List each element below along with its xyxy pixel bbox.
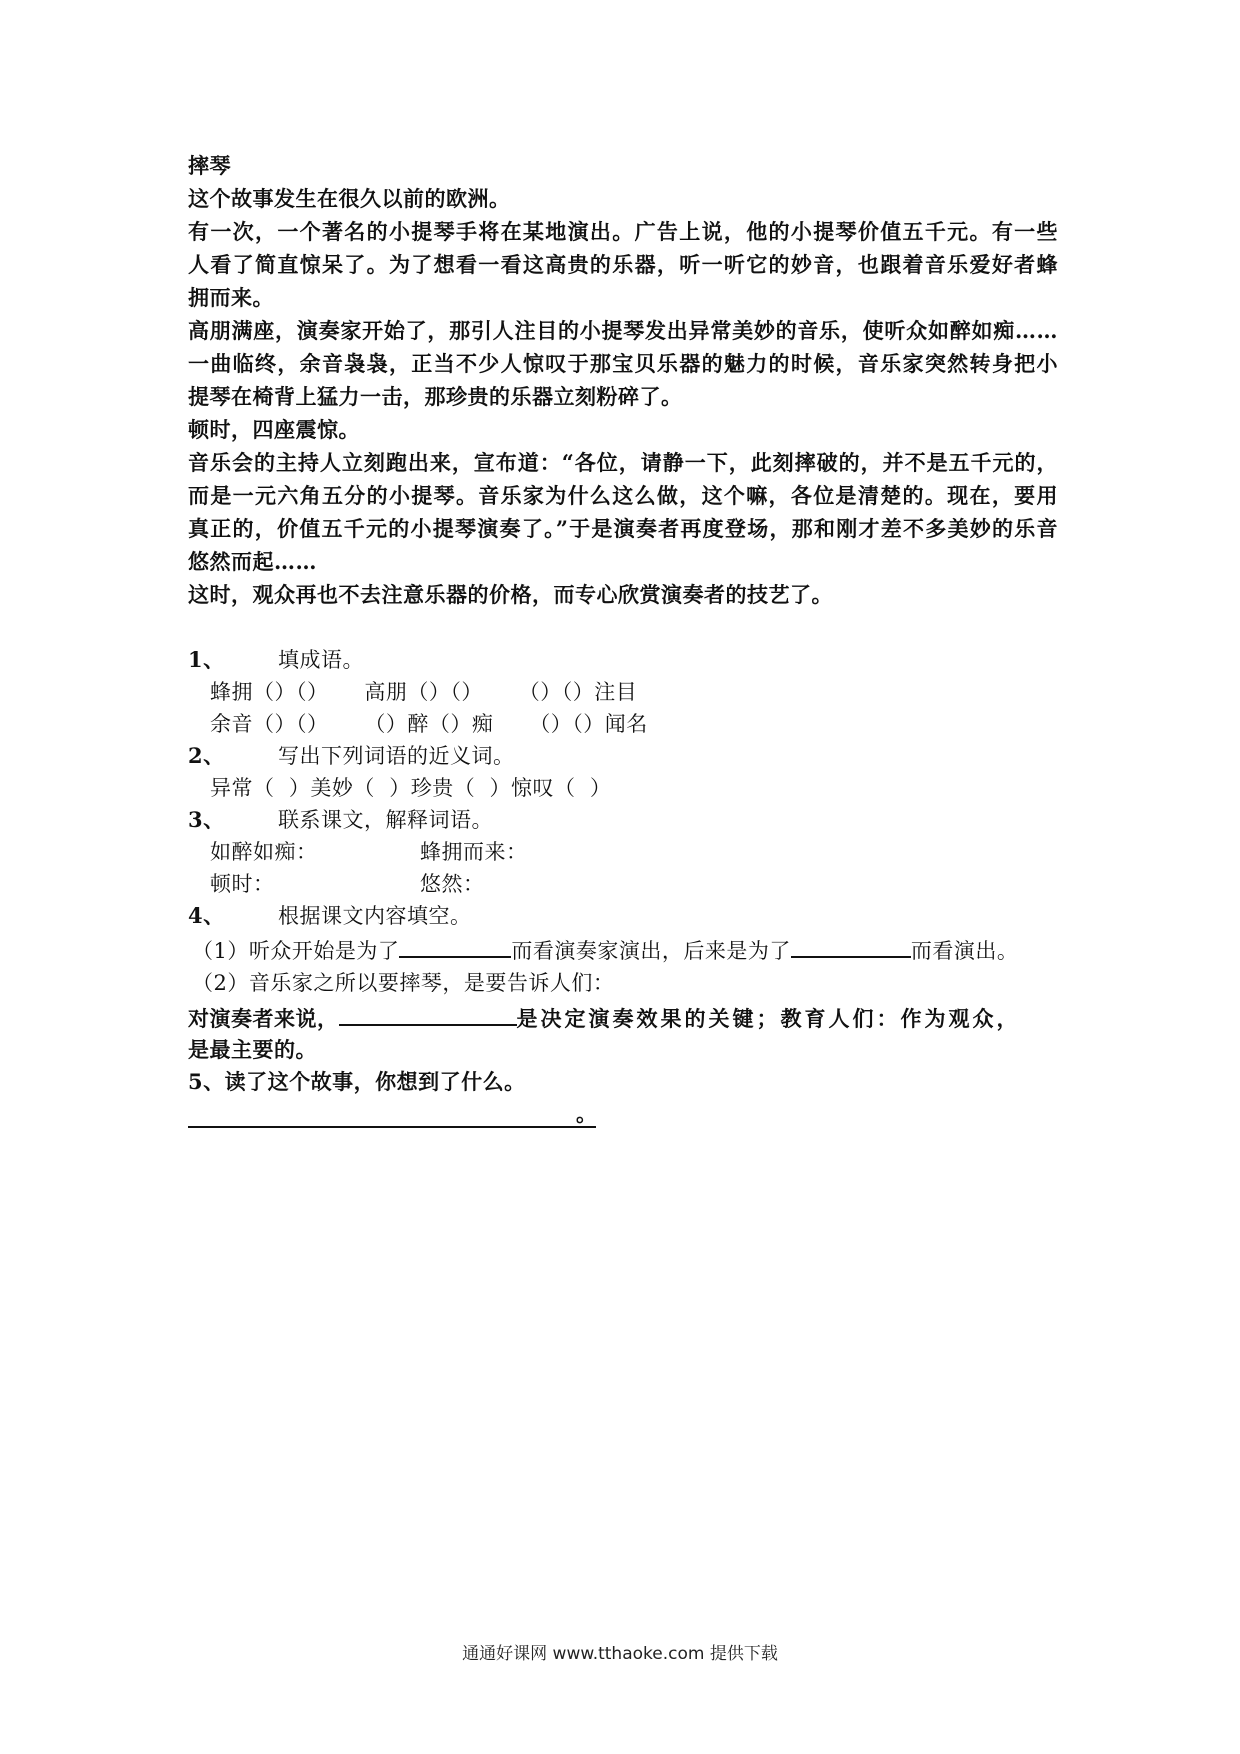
question-4-part-3 xyxy=(188,1002,1058,1035)
question-1 xyxy=(188,644,364,676)
answer-end-mark: 。 xyxy=(576,1101,597,1126)
question-3-term-a: 如醉如痴： xyxy=(210,840,318,864)
question-3-text: 联系课文，解释词语。 xyxy=(278,808,493,832)
answer-blank-1[interactable] xyxy=(399,934,511,958)
question-4-number: 4、 xyxy=(188,903,225,928)
question-3 xyxy=(188,804,493,836)
question-4-part-1-tail: 而看演出。 xyxy=(910,939,1019,963)
story-line-9: 音乐会的主持人立刻跑出来，宣布道：“各位，请静一下，此刻摔破的，并不是五千元的， xyxy=(188,450,1058,475)
story-line-11: 真正的，价值五千元的小提琴演奏了。”于是演奏者再度登场，那和刚才差不多美妙的乐音 xyxy=(188,516,1058,541)
footer-credit: 通通好课网 www.tthaoke.com 提供下载 xyxy=(462,1644,778,1664)
question-5: 5、读了这个故事，你想到了什么。 xyxy=(188,1069,526,1094)
question-1-row-1: 蜂拥（）（） 高朋（）（） （）（）注目 xyxy=(210,680,638,704)
story-line-12: 悠然而起…… xyxy=(188,549,317,574)
question-2-number: 2、 xyxy=(188,743,225,768)
question-4 xyxy=(188,900,472,932)
question-3-term-c: 顿时： xyxy=(210,872,275,896)
question-3-number: 3、 xyxy=(188,807,225,832)
story-line-6: 一曲临终，余音袅袅，正当不少人惊叹于那宝贝乐器的魅力的时候，音乐家突然转身把小 xyxy=(188,351,1058,376)
answer-blank-3[interactable] xyxy=(339,1002,517,1026)
question-2-row: 异常（ ）美妙（ ）珍贵（ ）惊叹（ ） xyxy=(210,776,612,800)
question-3-term-b: 蜂拥而来： xyxy=(420,840,528,864)
question-4-part-3-lead: 对演奏者来说， xyxy=(188,1006,339,1031)
story-line-4: 拥而来。 xyxy=(188,285,274,310)
story-line-10: 而是一元六角五分的小提琴。音乐家为什么这么做，这个嘛，各位是清楚的。现在，要用 xyxy=(188,483,1058,508)
story-line-7: 提琴在椅背上猛力一击，那珍贵的乐器立刻粉碎了。 xyxy=(188,384,683,409)
question-4-part-3-tail: 是决定演奏效果的关键；教育人们：作为观众， xyxy=(516,1006,1021,1031)
story-title: 摔琴 xyxy=(188,153,231,178)
question-2 xyxy=(188,740,515,772)
story-line-8: 顿时，四座震惊。 xyxy=(188,417,360,442)
answer-line-5[interactable] xyxy=(188,1126,596,1128)
story-line-13: 这时，观众再也不去注意乐器的价格，而专心欣赏演奏者的技艺了。 xyxy=(188,582,833,607)
question-4-text: 根据课文内容填空。 xyxy=(278,904,472,928)
story-line-2: 有一次，一个著名的小提琴手将在某地演出。广告上说，他的小提琴价值五千元。有一些 xyxy=(188,219,1058,244)
story-line-5: 高朋满座，演奏家开始了，那引人注目的小提琴发出异常美妙的音乐，使听众如醉如痴…… xyxy=(188,318,1058,343)
question-4-part-1 xyxy=(192,934,1018,967)
question-1-number: 1、 xyxy=(188,647,225,672)
answer-blank-2[interactable] xyxy=(791,934,911,958)
story-line-1: 这个故事发生在很久以前的欧洲。 xyxy=(188,186,511,211)
question-4-part-4: 是最主要的。 xyxy=(188,1037,317,1062)
question-1-row-2: 余音（）（） （）醉（）痴 （）（）闻名 xyxy=(210,712,648,736)
question-4-part-2: （2）音乐家之所以要摔琴，是要告诉人们： xyxy=(192,971,615,995)
question-4-part-1-middle: 而看演奏家演出，后来是为了 xyxy=(511,939,791,963)
question-2-text: 写出下列词语的近义词。 xyxy=(278,744,515,768)
question-1-text: 填成语。 xyxy=(278,648,364,672)
question-4-part-1-lead: （1）听众开始是为了 xyxy=(192,939,400,963)
story-line-3: 人看了简直惊呆了。为了想看一看这高贵的乐器，听一听它的妙音，也跟着音乐爱好者蜂 xyxy=(188,252,1058,277)
question-3-term-d: 悠然： xyxy=(420,872,485,896)
